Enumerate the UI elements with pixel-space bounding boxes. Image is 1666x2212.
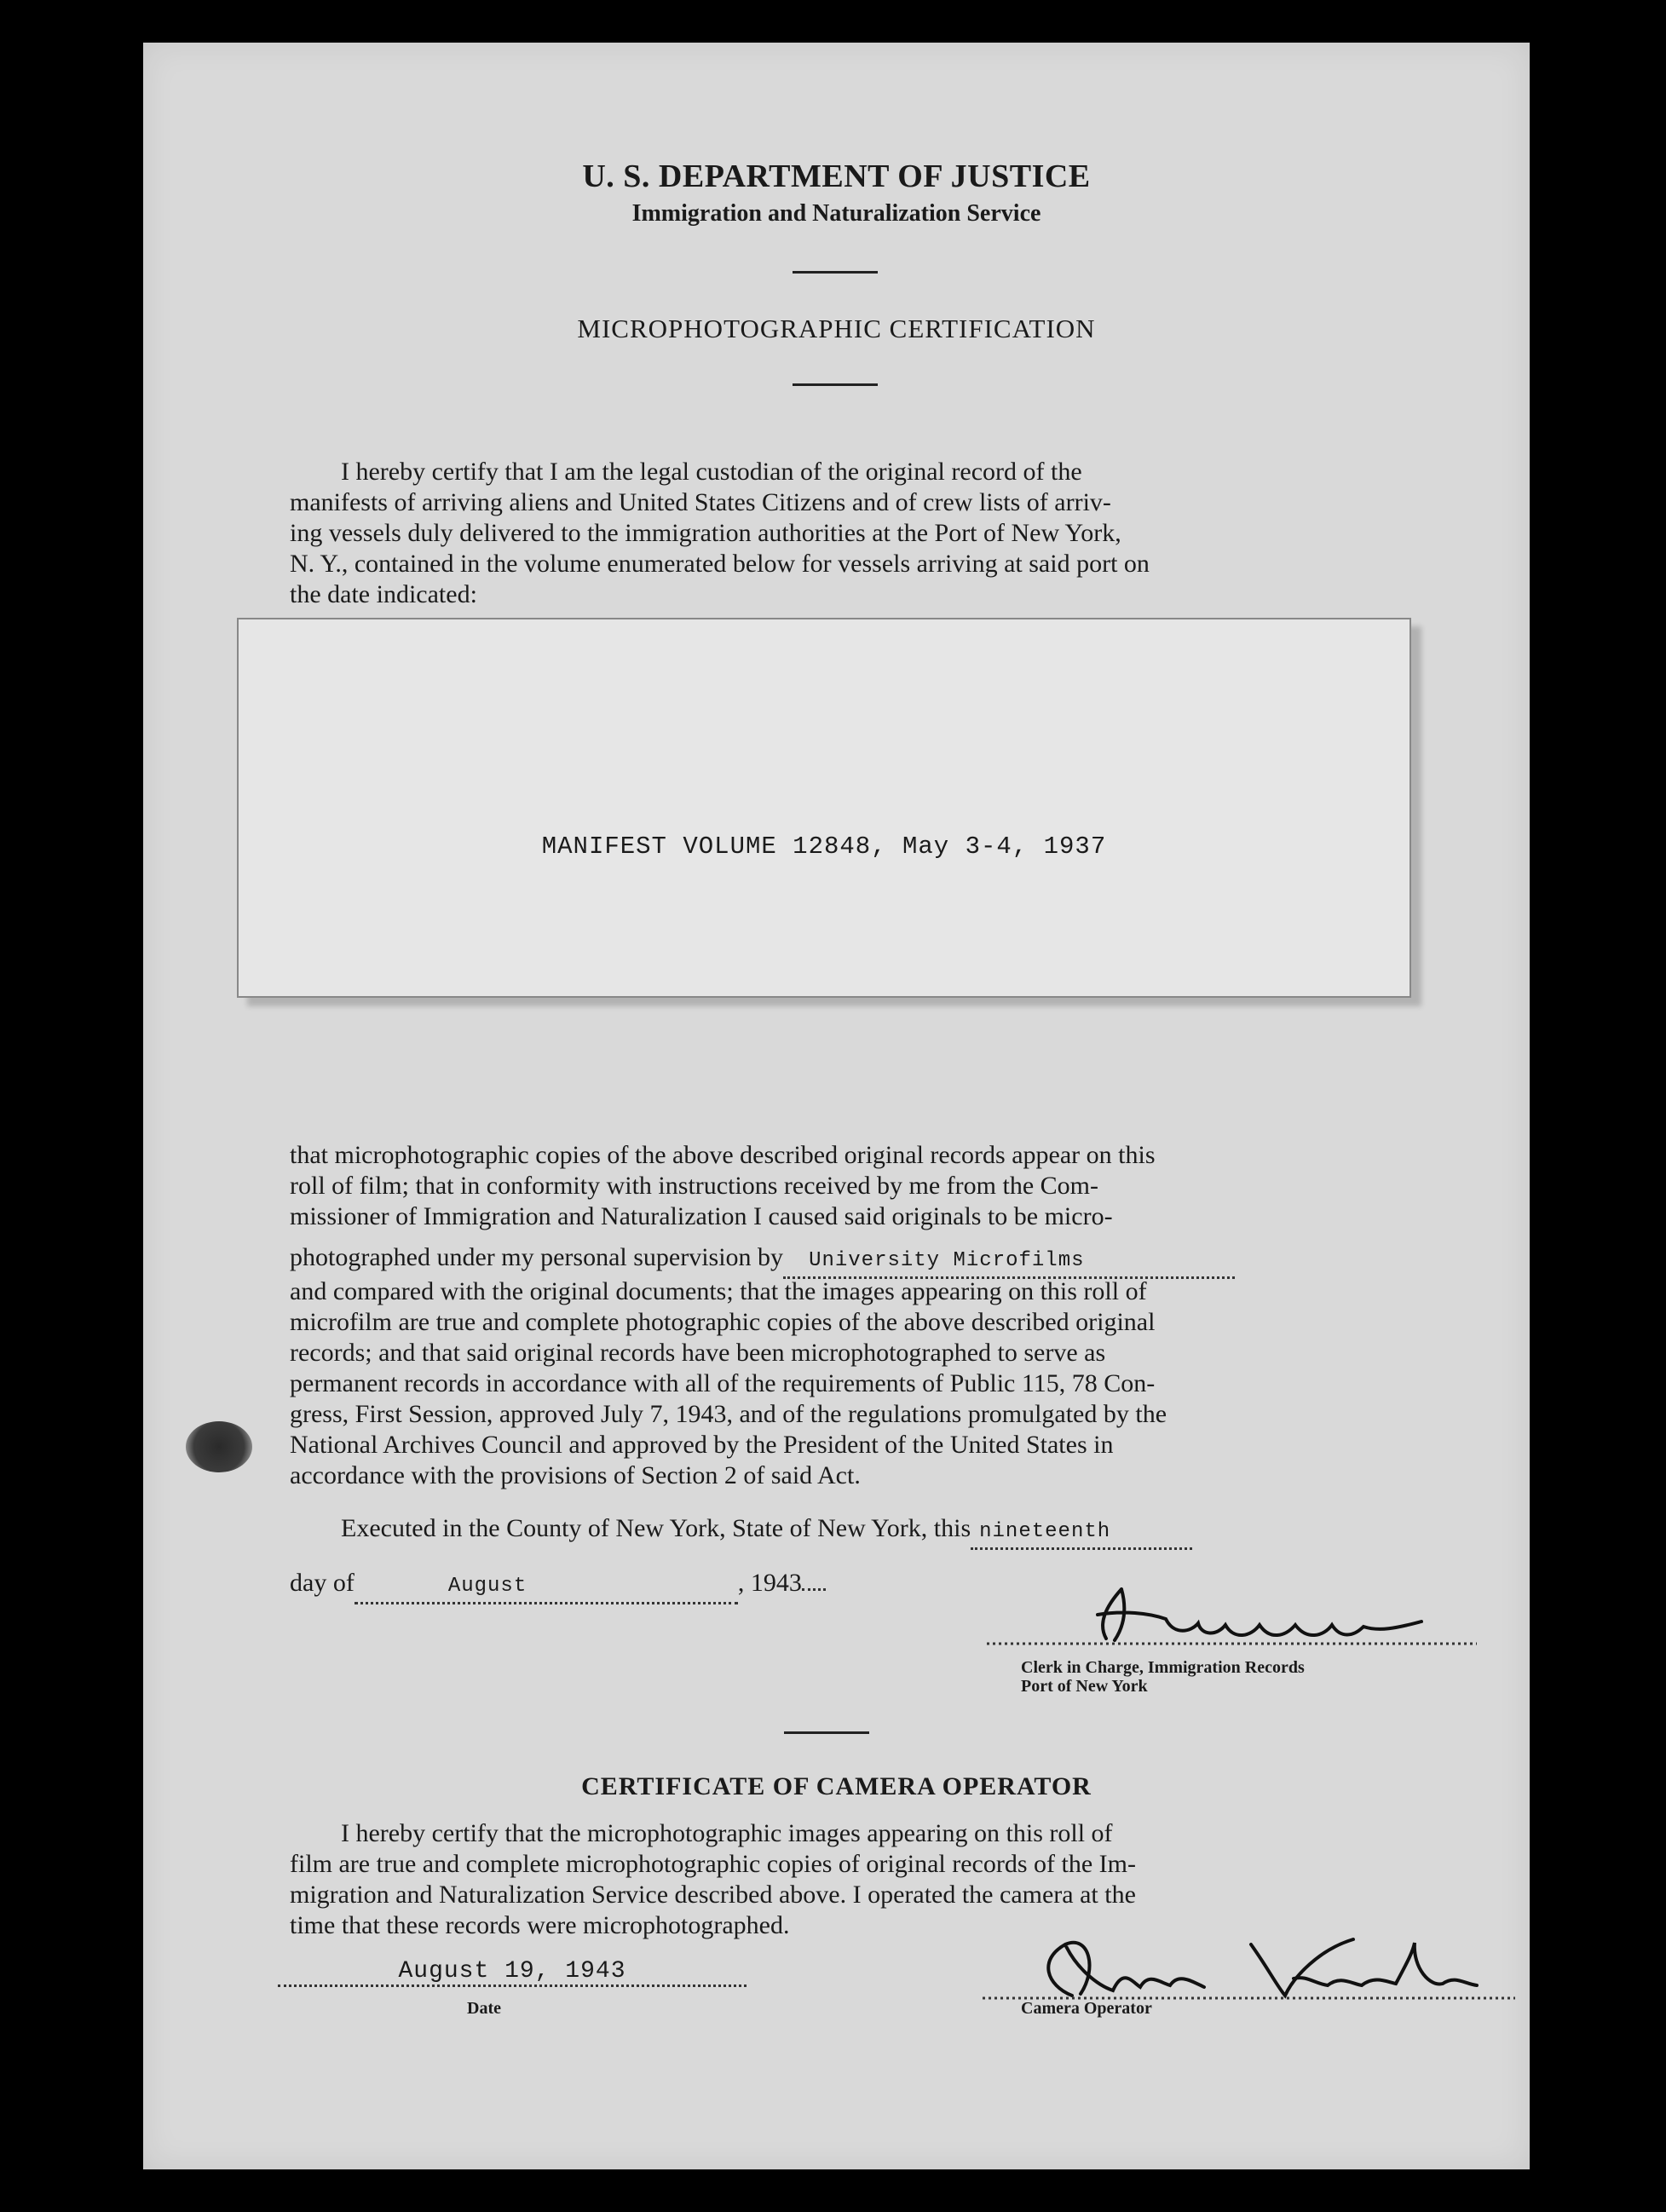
camera-line: time that these records were microphotographed. — [290, 1911, 790, 1939]
month-field — [355, 1568, 738, 1604]
year-dots — [802, 1588, 826, 1591]
camera-date-line — [278, 1958, 747, 1987]
camera-date-field — [278, 1958, 747, 1987]
camera-line: I hereby certify that the microphotographic images appearing on this roll of — [341, 1819, 1113, 1847]
clerk-title — [1021, 1658, 1305, 1696]
department-title: U. S. DEPARTMENT OF JUSTICE — [582, 158, 1091, 194]
executed-month-value: August — [447, 1575, 527, 1598]
body-line: gress, First Session, approved July 7, 1943, and of the regulations promulgated by the — [290, 1400, 1167, 1428]
executed-prefix: Executed in the County of New York, State of New York, this — [341, 1514, 971, 1542]
body-line: missioner of Immigration and Naturalization I caused said originals to be micro- — [290, 1202, 1113, 1230]
ink-blot — [186, 1421, 252, 1472]
body-line: that microphotographic copies of the above described original records appear on this — [290, 1141, 1156, 1169]
certificate-page — [143, 43, 1530, 2169]
manifest-volume: MANIFEST VOLUME 12848, May 3-4, 1937 — [541, 832, 1107, 861]
date-label: Date — [467, 1999, 501, 2018]
operator-signature — [842, 1934, 1524, 2002]
service-subtitle: Immigration and Naturalization Service — [631, 200, 1041, 227]
intro-line: manifests of arriving aliens and United States Citizens and of crew lists of arriv- — [290, 488, 1111, 516]
manifest-insert-card — [237, 618, 1411, 998]
executed-year: , 1943 — [737, 1569, 802, 1597]
body-paragraph — [290, 1140, 1524, 1232]
camera-line: film are true and complete microphotographic copies of original records of the Im- — [290, 1850, 1136, 1878]
body-line: permanent records in accordance with all of the requirements of Public 115, 78 Con- — [290, 1369, 1156, 1397]
intro-line: the date indicated: — [290, 580, 477, 608]
body-paragraph-2 — [290, 1276, 1524, 1491]
supervisor-value: University Microfilms — [809, 1249, 1085, 1272]
day-of-prefix: day of — [290, 1569, 355, 1597]
camera-line: migration and Naturalization Service described above. I operated the camera at the — [290, 1881, 1136, 1909]
certification-heading: MICROPHOTOGRAPHIC CERTIFICATION — [577, 314, 1096, 343]
clerk-title-line-1: Clerk in Charge, Immigration Records — [1021, 1658, 1305, 1677]
intro-line: N. Y., contained in the volume enumerated below for vessels arriving at said port on — [290, 550, 1150, 578]
divider-3 — [784, 1731, 869, 1734]
intro-paragraph — [290, 457, 1524, 610]
operator-label: Camera Operator — [1021, 1999, 1152, 2018]
executed-day-value: nineteenth — [979, 1520, 1111, 1543]
clerk-title-line-2: Port of New York — [1021, 1677, 1148, 1696]
divider-2 — [793, 383, 878, 386]
body-line: National Archives Council and approved by the President of the United States in — [290, 1431, 1114, 1459]
supervision-prefix: photographed under my personal supervision by — [290, 1243, 784, 1271]
day-of-line — [290, 1568, 971, 1604]
supervisor-field — [783, 1242, 1235, 1279]
clerk-signature — [978, 1572, 1481, 1649]
intro-line: I hereby certify that I am the legal custodian of the original record of the — [341, 458, 1082, 486]
body-line: records; and that said original records have been microphotographed to serve as — [290, 1339, 1106, 1367]
executed-day-field — [971, 1513, 1192, 1550]
camera-date-value: August 19, 1943 — [398, 1958, 626, 1984]
camera-heading: CERTIFICATE OF CAMERA OPERATOR — [581, 1772, 1092, 1800]
divider-1 — [793, 271, 878, 274]
body-line: microfilm are true and complete photographic copies of the above described original — [290, 1308, 1156, 1336]
body-line: accordance with the provisions of Section 2 of said Act. — [290, 1461, 861, 1489]
executed-line — [341, 1513, 1534, 1550]
body-line: and compared with the original documents; that the images appearing on this roll of — [290, 1277, 1147, 1305]
intro-line: ing vessels duly delivered to the immigration authorities at the Port of New York, — [290, 519, 1121, 547]
body-line: roll of film; that in conformity with instructions received by me from the Com- — [290, 1172, 1098, 1200]
supervision-line — [290, 1242, 1524, 1279]
camera-paragraph — [290, 1818, 1524, 1941]
